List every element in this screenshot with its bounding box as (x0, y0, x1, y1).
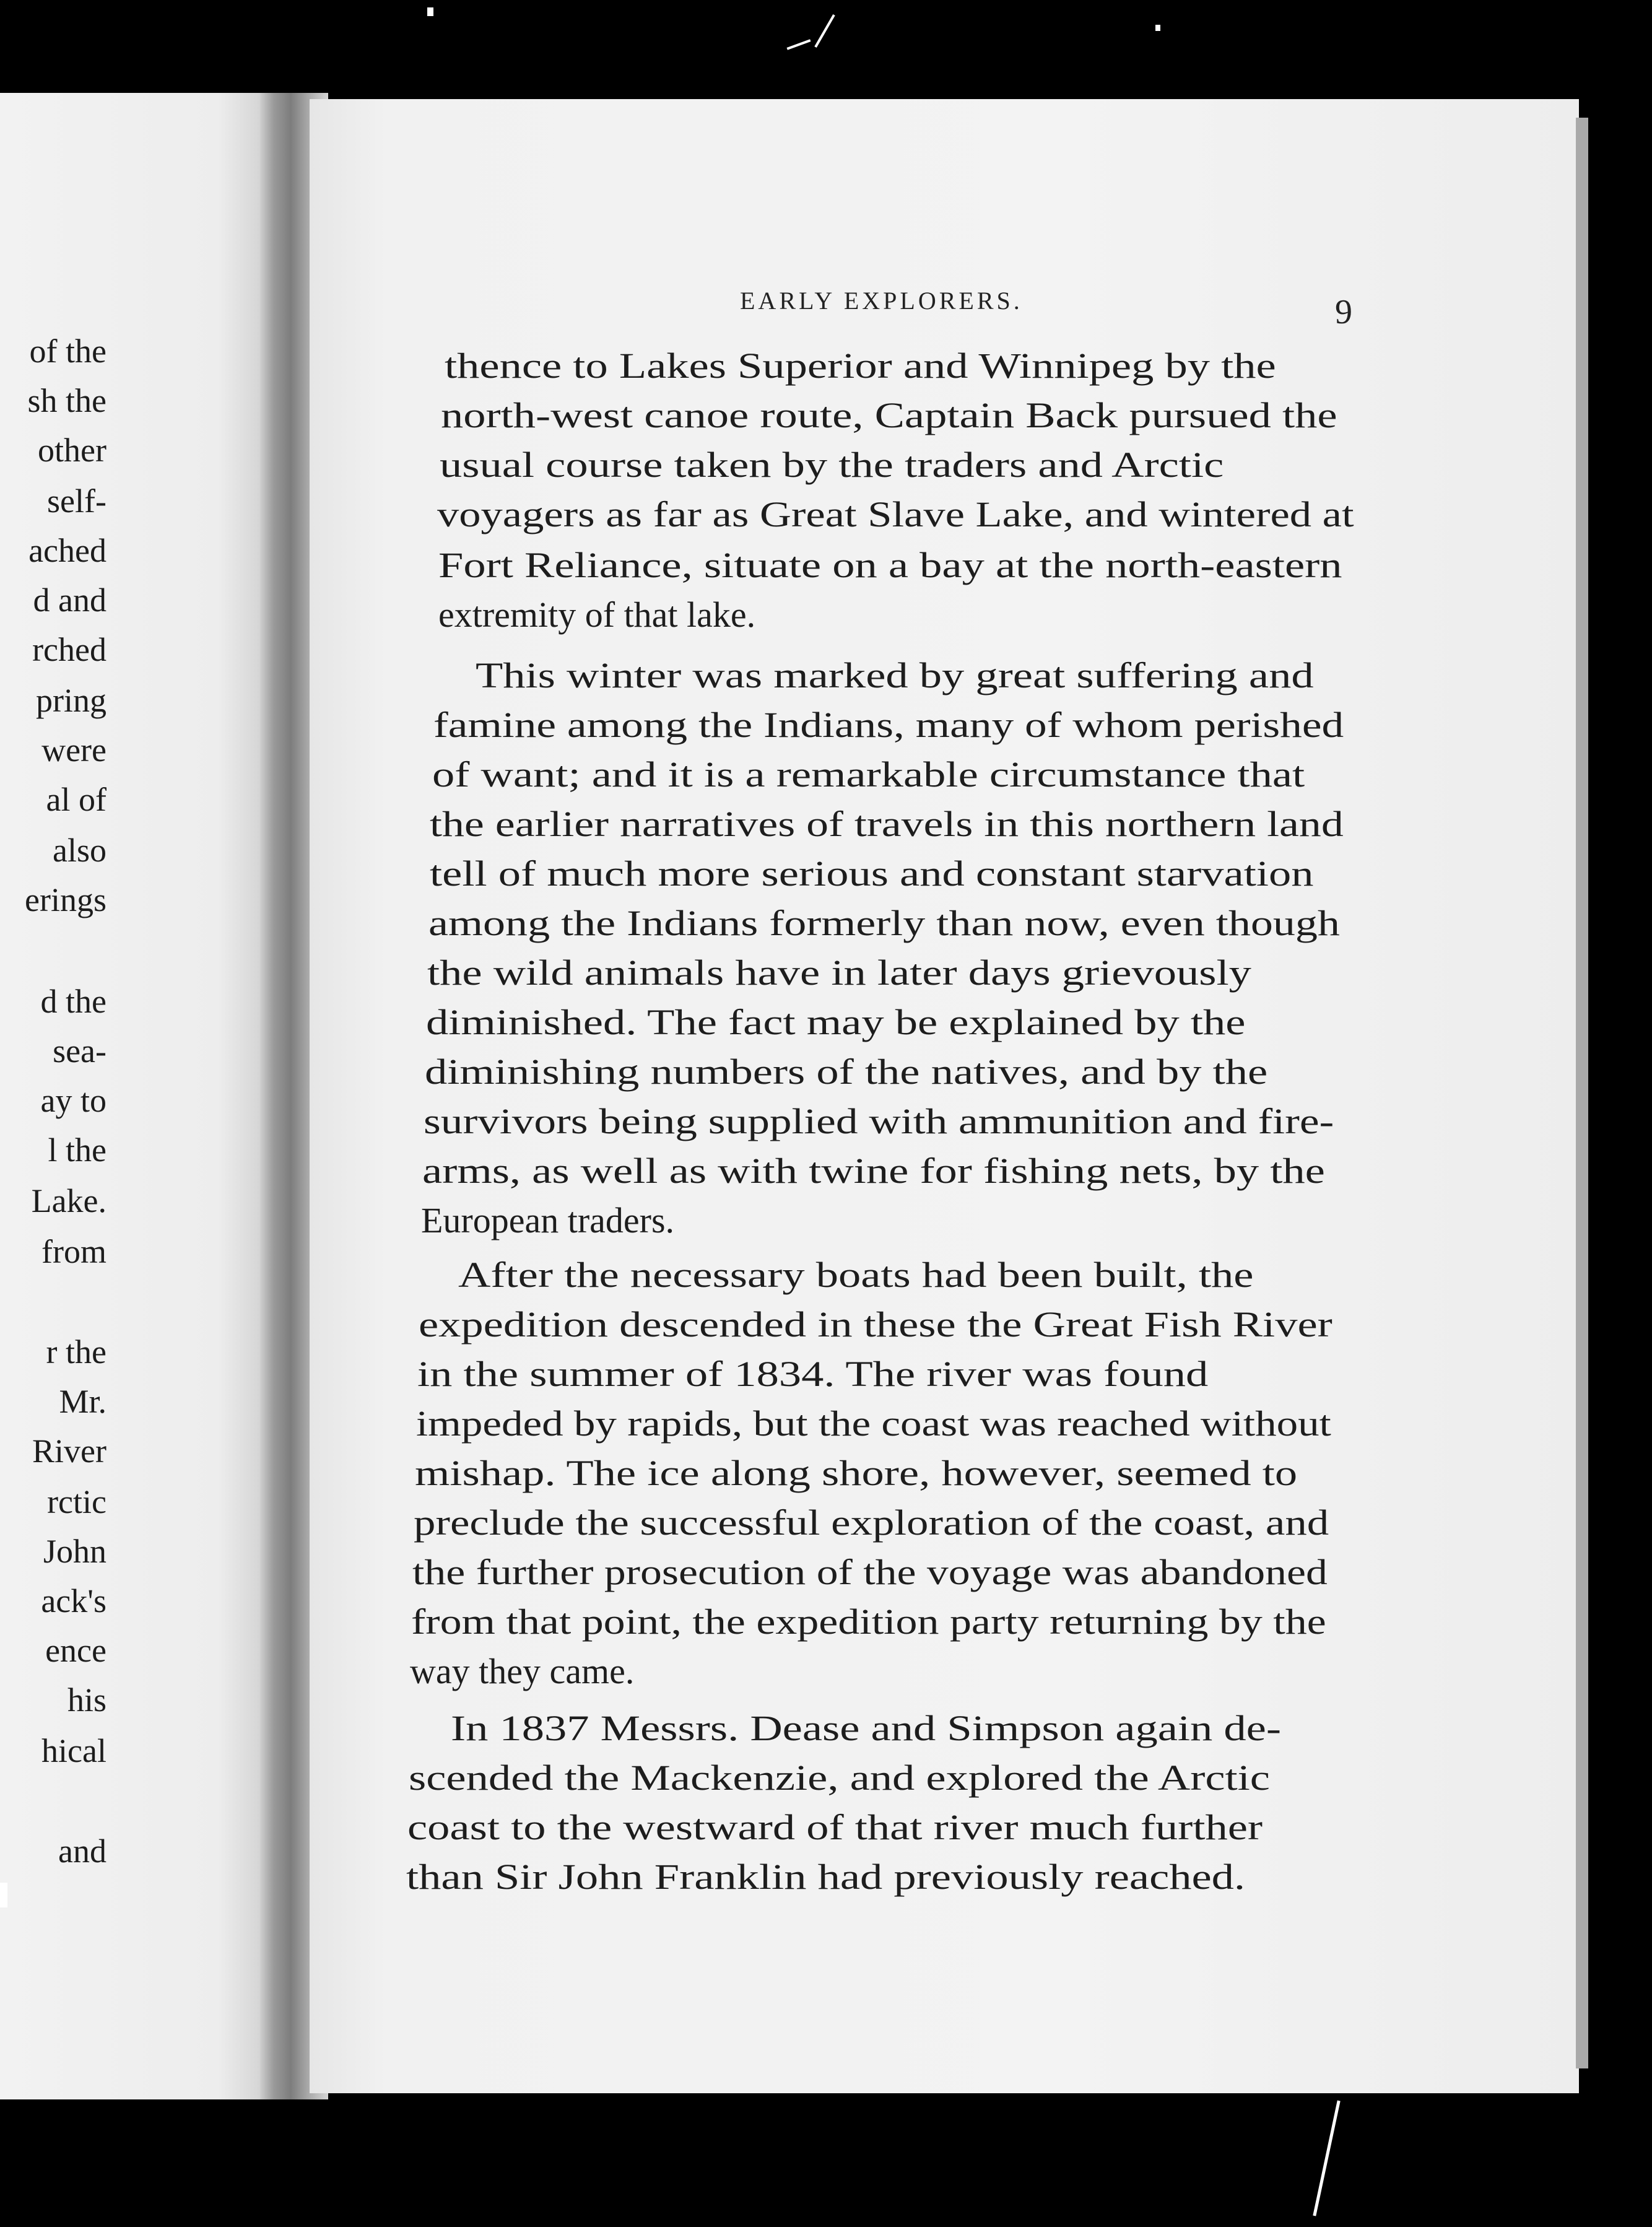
film-speck (1155, 25, 1160, 31)
body-line: In 1837 Messrs. Dease and Simpson again de- (451, 1708, 1282, 1748)
body-line: in the summer of 1834. The river was found (417, 1354, 1209, 1394)
facing-page-line: were (41, 731, 107, 769)
body-line: way they came. (410, 1651, 635, 1691)
body-line: north-west canoe route, Captain Back pursued the (441, 395, 1337, 435)
film-speck (0, 1883, 7, 1907)
body-line: diminishing numbers of the natives, and by the (425, 1052, 1268, 1092)
body-line: preclude the successful exploration of the coast, and (414, 1502, 1329, 1543)
facing-page-line: ached (28, 532, 107, 569)
facing-page-line: other (38, 432, 107, 469)
facing-page-line: rctic (47, 1483, 107, 1520)
facing-page-line: pring (36, 682, 107, 719)
body-line: coast to the westward of that river much further (407, 1807, 1263, 1847)
running-head: EARLY EXPLORERS. (740, 287, 1023, 315)
facing-page-line: l the (48, 1131, 107, 1169)
facing-page-line: d and (33, 582, 107, 619)
facing-page-line: River (32, 1432, 107, 1470)
body-line: the further prosecution of the voyage was abandoned (412, 1552, 1328, 1592)
body-line: the earlier narratives of travels in this northern land (430, 804, 1344, 844)
facing-page-line: sea- (53, 1032, 107, 1070)
body-line: This winter was marked by great suffering and (476, 655, 1314, 695)
facing-page-line: d the (40, 983, 107, 1020)
body-line: Fort Reliance, situate on a bay at the north-eastern (438, 545, 1342, 585)
facing-page-line: ence (45, 1632, 107, 1669)
body-line: European traders. (421, 1200, 675, 1240)
body-line: expedition descended in these the Great Fish River (419, 1304, 1332, 1344)
body-line: After the necessary boats had been built, the (458, 1255, 1254, 1295)
facing-page-line: rched (32, 631, 107, 668)
facing-page-line: sh the (27, 382, 107, 419)
facing-page-line: al of (46, 781, 107, 818)
facing-page-line: also (53, 832, 107, 869)
facing-page-line: self- (47, 482, 107, 520)
facing-page-line: John (43, 1533, 107, 1570)
body-line: diminished. The fact may be explained by the (426, 1002, 1246, 1042)
body-line: survivors being supplied with ammunition and fire- (424, 1101, 1334, 1141)
body-line: scended the Mackenzie, and explored the Arctic (409, 1758, 1270, 1798)
page-number: 9 (1335, 293, 1352, 331)
film-speck (427, 7, 433, 16)
body-line: than Sir John Franklin had previously reached. (406, 1857, 1246, 1897)
facing-page-line: of the (29, 333, 107, 370)
facing-page-line: and (58, 1833, 107, 1870)
facing-page-line: erings (25, 881, 107, 918)
body-line: thence to Lakes Superior and Winnipeg by the (445, 346, 1276, 386)
facing-page-line: Mr. (59, 1383, 107, 1420)
facing-page-line: his (67, 1681, 107, 1719)
facing-page-line: Lake. (31, 1182, 107, 1219)
body-line: arms, as well as with twine for fishing nets, by the (422, 1151, 1325, 1191)
facing-page-line: from (41, 1233, 107, 1270)
body-line: mishap. The ice along shore, however, seemed to (415, 1453, 1298, 1493)
body-line: of want; and it is a remarkable circumstance that (432, 754, 1305, 795)
body-line: tell of much more serious and constant starvation (430, 853, 1314, 894)
body-line: voyagers as far as Great Slave Lake, and wintered at (437, 494, 1354, 534)
facing-page-line: ack's (41, 1582, 107, 1619)
facing-page-line: r the (46, 1333, 107, 1371)
facing-page-line: ay to (40, 1082, 107, 1119)
body-line: the wild animals have in later days grievously (427, 952, 1251, 993)
facing-page-line: hical (41, 1732, 107, 1769)
body-line: among the Indians formerly than now, even though (428, 903, 1340, 943)
body-line: usual course taken by the traders and Arctic (440, 445, 1224, 485)
body-line: extremity of that lake. (438, 595, 756, 635)
body-line: from that point, the expedition party returning by the (411, 1602, 1326, 1642)
body-line: famine among the Indians, many of whom perished (433, 705, 1344, 745)
body-line: impeded by rapids, but the coast was reached without (416, 1403, 1331, 1444)
